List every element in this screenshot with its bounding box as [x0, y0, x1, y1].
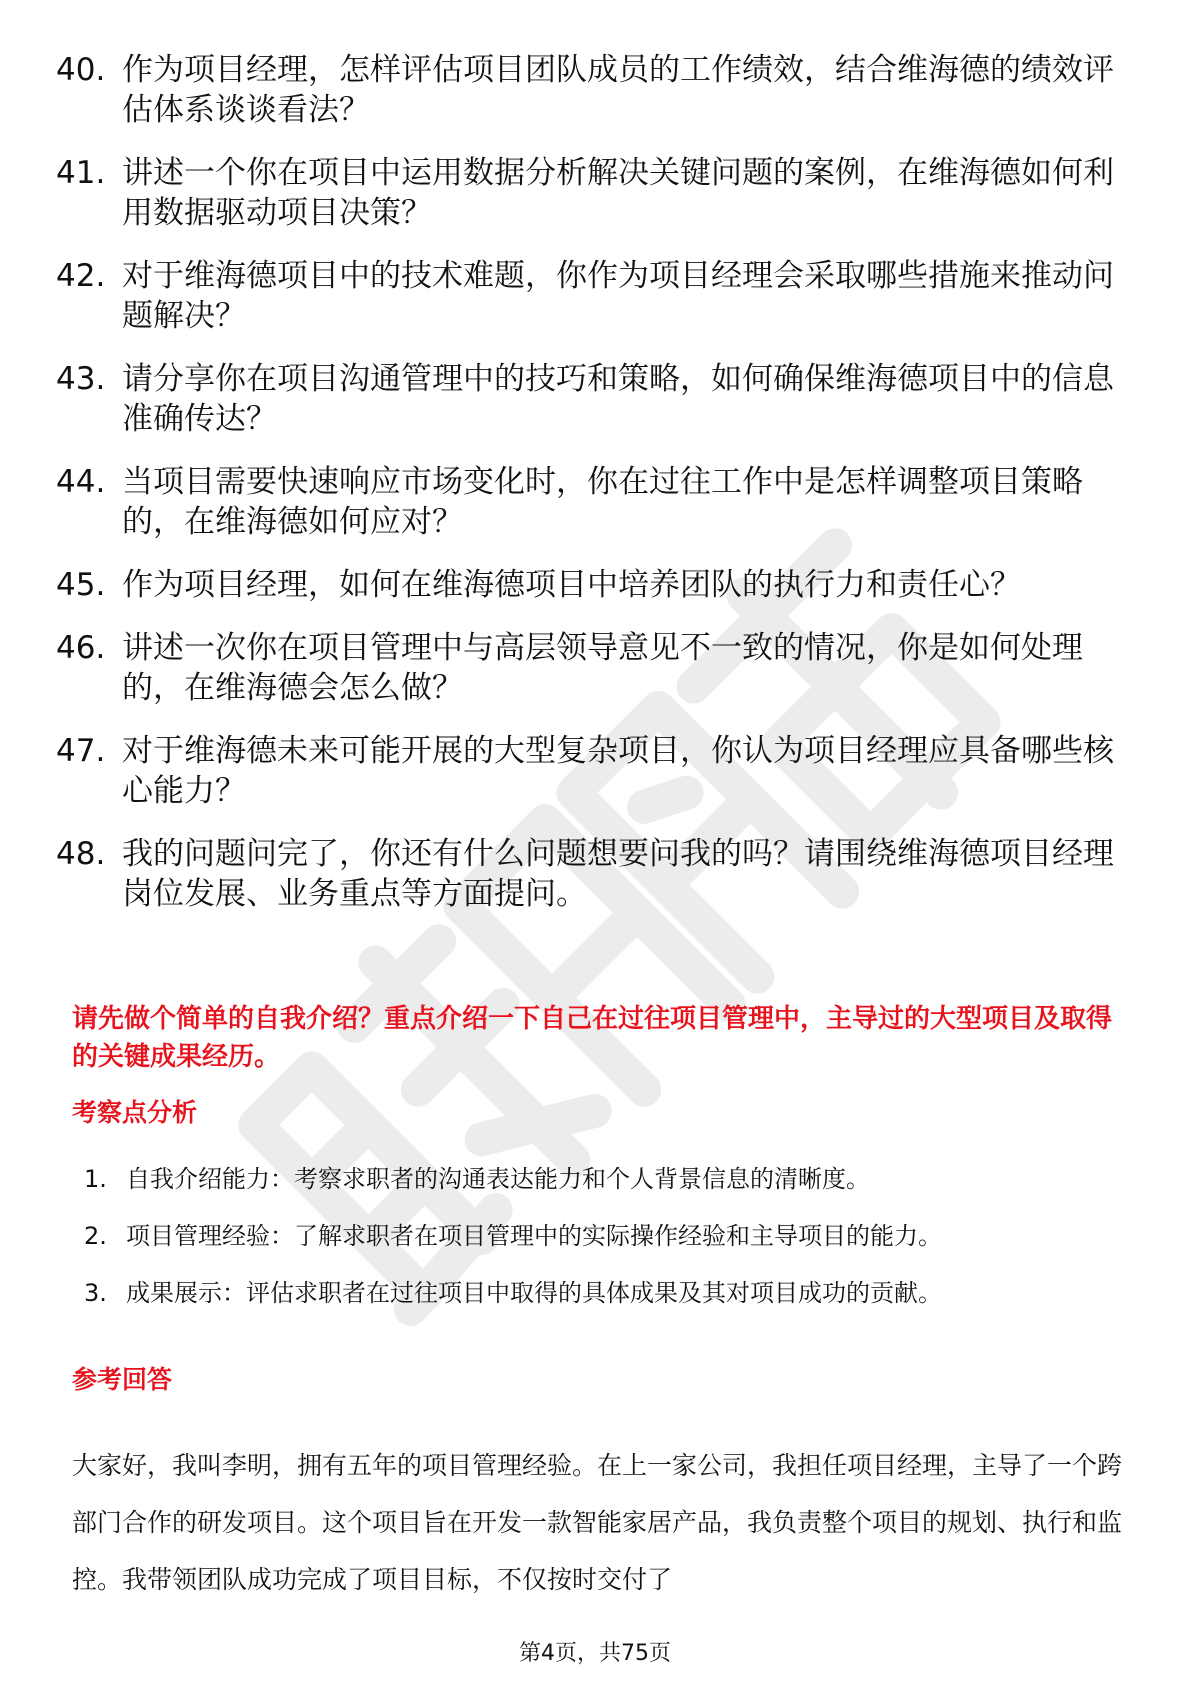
list-item	[84, 1277, 1124, 1309]
analysis-number: 1.	[84, 1165, 107, 1193]
question-text: 我的问题问完了，你还有什么问题想要问我的吗？请围绕维海德项目经理岗位发展、业务重点等方面提问。	[122, 836, 1114, 912]
list-item	[84, 1163, 1124, 1195]
analysis-list	[84, 1163, 1124, 1334]
question-text: 对于维海德未来可能开展的大型复杂项目，你认为项目经理应具备哪些核心能力？	[122, 733, 1114, 809]
list-item	[56, 628, 1116, 708]
question-text: 对于维海德项目中的技术难题，你作为项目经理会采取哪些措施来推动问题解决？	[122, 258, 1114, 334]
question-list	[56, 50, 1116, 937]
list-item	[56, 256, 1116, 336]
page-footer: 第4页，共75页	[519, 1641, 671, 1666]
question-number: 41.	[56, 155, 106, 191]
list-item	[56, 153, 1116, 233]
question-text: 作为项目经理，如何在维海德项目中培养团队的执行力和责任心？	[122, 567, 1021, 603]
list-item	[56, 565, 1116, 605]
list-item	[56, 834, 1116, 914]
list-item	[56, 50, 1116, 130]
list-item	[56, 462, 1116, 542]
analysis-number: 2.	[84, 1222, 107, 1250]
interview-prompt: 请先做个简单的自我介绍？重点介绍一下自己在过往项目管理中，主导过的大型项目及取得的关键成果经历。	[72, 1004, 1113, 1072]
analysis-text: 项目管理经验：了解求职者在项目管理中的实际操作经验和主导项目的能力。	[126, 1222, 942, 1250]
question-number: 45.	[56, 567, 106, 603]
analysis-text: 自我介绍能力：考察求职者的沟通表达能力和个人背景信息的清晰度。	[126, 1165, 870, 1193]
analysis-number: 3.	[84, 1279, 107, 1307]
question-number: 42.	[56, 258, 106, 294]
question-text: 讲述一次你在项目管理中与高层领导意见不一致的情况，你是如何处理的，在维海德会怎么做？	[122, 630, 1083, 706]
question-text: 请分享你在项目沟通管理中的技巧和策略，如何确保维海德项目中的信息准确传达？	[122, 361, 1114, 437]
question-number: 48.	[56, 836, 106, 872]
answer-heading: 参考回答	[72, 1365, 173, 1394]
question-number: 47.	[56, 733, 106, 769]
list-item	[56, 731, 1116, 811]
question-text: 讲述一个你在项目中运用数据分析解决关键问题的案例，在维海德如何利用数据驱动项目决策？	[122, 155, 1114, 231]
list-item	[84, 1220, 1124, 1252]
analysis-heading: 考察点分析	[72, 1098, 198, 1127]
question-number: 43.	[56, 361, 106, 397]
list-item	[56, 359, 1116, 439]
analysis-text: 成果展示：评估求职者在过往项目中取得的具体成果及其对项目成功的贡献。	[126, 1279, 942, 1307]
question-text: 作为项目经理，怎样评估项目团队成员的工作绩效，结合维海德的绩效评估体系谈谈看法？	[122, 52, 1114, 128]
answer-text: 大家好，我叫李明，拥有五年的项目管理经验。在上一家公司，我担任项目经理，主导了一个跨部门合作的研发项目。这个项目旨在开发一款智能家居产品，我负责整个项目的规划、执行和监控。我带领团队成功完成了项目目标，不仅按时交付了	[72, 1451, 1123, 1594]
question-number: 46.	[56, 630, 106, 666]
question-number: 44.	[56, 464, 106, 500]
question-text: 当项目需要快速响应市场变化时，你在过往工作中是怎样调整项目策略的，在维海德如何应对？	[122, 464, 1083, 540]
question-number: 40.	[56, 52, 106, 88]
